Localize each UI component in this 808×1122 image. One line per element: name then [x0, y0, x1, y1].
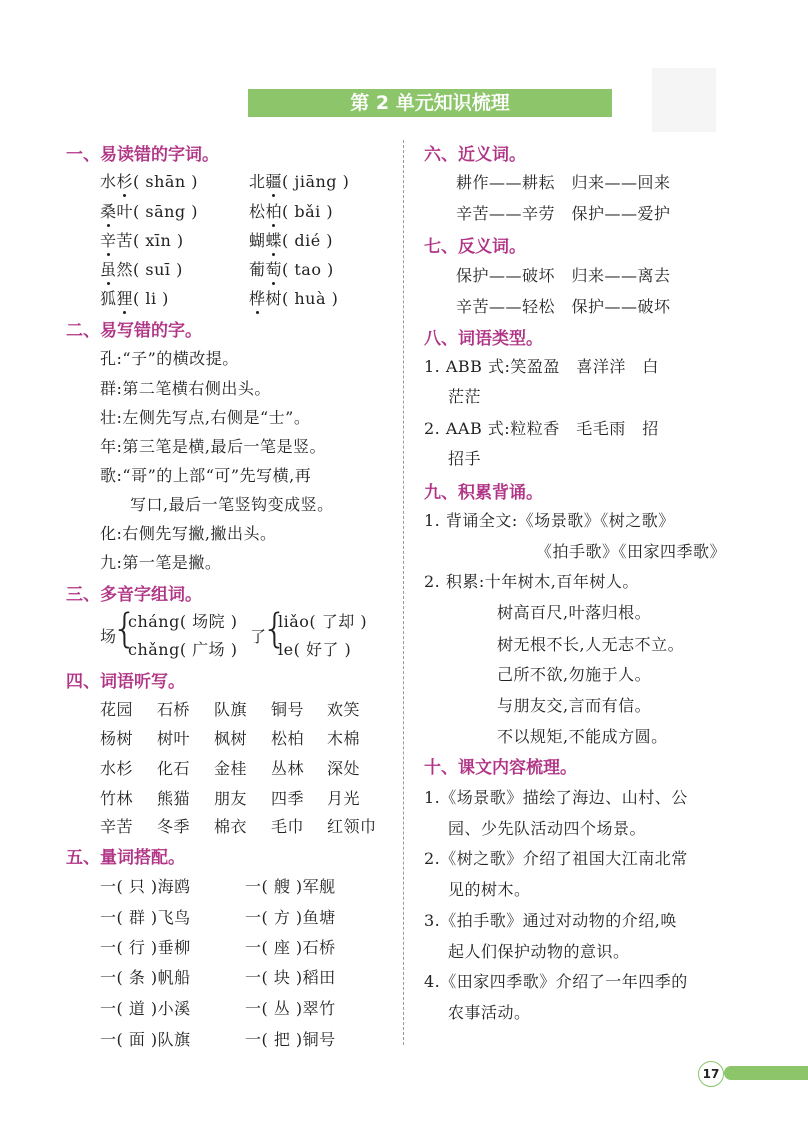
polyphone-reading: liǎo( 了却 ): [278, 612, 368, 631]
measure-word: 一( 丛 )翠竹: [245, 999, 336, 1018]
brace: {: [112, 606, 138, 652]
word-item: 北疆( jiāng ): [249, 169, 349, 192]
measure-word: 一( 面 )队旗: [100, 1030, 191, 1049]
text-line: 九:第一笔是撇。: [100, 553, 222, 572]
text-line: 《拍手歌》《田家四季歌》: [536, 542, 727, 561]
text-line: 茫茫: [448, 387, 482, 406]
text-line: 1. 背诵全文:《场景歌》《树之歌》: [424, 511, 675, 530]
text-line: 2.《树之歌》介绍了祖国大江南北常: [424, 849, 688, 868]
grid-word: 木棉: [327, 729, 361, 748]
text-line: 3.《拍手歌》通过对动物的介绍,唤: [424, 911, 677, 930]
grid-word: 树叶: [157, 729, 191, 748]
grid-word: 竹林: [100, 789, 134, 808]
word-item: 松柏( bǎi ): [249, 199, 333, 222]
section-heading-7: 七、反义词。: [424, 237, 526, 257]
text-line: 己所不欲,勿施于人。: [497, 665, 652, 684]
corner-decoration: [652, 68, 716, 132]
text-line: 农事活动。: [448, 1003, 531, 1022]
text-line: 起人们保护动物的意识。: [448, 942, 630, 961]
grid-word: 花园: [100, 700, 134, 719]
measure-word: 一( 条 )帆船: [100, 968, 191, 987]
text-line: 树无根不长,人无志不立。: [497, 635, 685, 654]
grid-word: 四季: [271, 789, 305, 808]
grid-word: 冬季: [157, 817, 191, 836]
text-line: 树高百尺,叶落归根。: [497, 603, 652, 622]
page-title: 第 2 单元知识梳理: [248, 89, 612, 117]
polyphone-char: 了: [250, 627, 267, 646]
text-line: 年:第三笔是横,最后一笔是竖。: [100, 437, 326, 456]
page-number: 17: [698, 1061, 724, 1087]
polyphone-reading: cháng( 场院 ): [128, 612, 238, 631]
text-line: 耕作——耕耘 归来——回来: [456, 173, 671, 192]
measure-word: 一( 块 )稻田: [245, 968, 336, 987]
grid-word: 铜号: [271, 700, 305, 719]
text-line: 辛苦——辛劳 保护——爱护: [456, 204, 671, 223]
text-line: 1.《场景歌》描绘了海边、山村、公: [424, 788, 688, 807]
measure-word: 一( 只 )海鸥: [100, 877, 191, 896]
text-line: 壮:左侧先写点,右侧是“士”。: [100, 408, 311, 427]
word-item: 桦树( huà ): [249, 286, 338, 309]
polyphone-reading: chǎng( 广场 ): [128, 640, 238, 659]
text-line: 辛苦——轻松 保护——破坏: [456, 297, 671, 316]
text-line: 群:第二笔横右侧出头。: [100, 379, 271, 398]
grid-word: 枫树: [214, 729, 248, 748]
text-line: 园、少先队活动四个场景。: [448, 819, 647, 838]
text-line: 1. ABB 式:笑盈盈 喜洋洋 白: [424, 357, 659, 376]
section-heading-3: 三、多音字组词。: [66, 585, 202, 605]
text-line: 4.《田家四季歌》介绍了一年四季的: [424, 972, 688, 991]
column-divider: [403, 140, 404, 1045]
section-heading-8: 八、词语类型。: [424, 329, 543, 349]
text-line: 2. 积累:十年树木,百年树人。: [424, 572, 639, 591]
measure-word: 一( 方 )鱼塘: [245, 908, 336, 927]
grid-word: 石桥: [157, 700, 191, 719]
text-line: 与朋友交,言而有信。: [497, 696, 652, 715]
text-line: 2. AAB 式:粒粒香 毛毛雨 招: [424, 419, 659, 438]
grid-word: 毛巾: [271, 817, 305, 836]
section-heading-9: 九、积累背诵。: [424, 483, 543, 503]
grid-word: 红领巾: [327, 817, 377, 836]
text-line: 招手: [448, 449, 482, 468]
grid-word: 棉衣: [214, 817, 248, 836]
brace: {: [262, 606, 288, 652]
section-heading-5: 五、量词搭配。: [66, 848, 185, 868]
word-item: 狐狸( li ): [100, 286, 169, 309]
section-heading-1: 一、易读错的字词。: [66, 145, 219, 165]
grid-word: 杨树: [100, 729, 134, 748]
measure-word: 一( 群 )飞鸟: [100, 908, 191, 927]
grid-word: 松柏: [271, 729, 305, 748]
section-heading-2: 二、易写错的字。: [66, 321, 202, 341]
grid-word: 熊猫: [157, 789, 191, 808]
grid-word: 水杉: [100, 759, 134, 778]
measure-word: 一( 道 )小溪: [100, 999, 191, 1018]
page-number-bar: [724, 1066, 808, 1080]
word-item: 水杉( shān ): [100, 169, 198, 192]
grid-word: 丛林: [271, 759, 305, 778]
text-line: 见的树木。: [448, 880, 531, 899]
text-line: 孔:“子”的横改提。: [100, 349, 239, 368]
grid-word: 金桂: [214, 759, 248, 778]
grid-word: 朋友: [214, 789, 248, 808]
measure-word: 一( 座 )石桥: [245, 938, 336, 957]
measure-word: 一( 艘 )军舰: [245, 877, 336, 896]
section-heading-10: 十、课文内容梳理。: [424, 758, 577, 778]
text-line: 写口,最后一笔竖钩变成竖。: [130, 495, 334, 514]
text-line: 歌:“哥”的上部“可”先写横,再: [100, 466, 312, 485]
polyphone-char: 场: [100, 627, 117, 646]
grid-word: 辛苦: [100, 817, 134, 836]
word-item: 蝴蝶( dié ): [249, 228, 333, 251]
text-line: 保护——破坏 归来——离去: [456, 266, 671, 285]
measure-word: 一( 行 )垂柳: [100, 938, 191, 957]
measure-word: 一( 把 )铜号: [245, 1030, 336, 1049]
text-line: 化:右侧先写撇,撇出头。: [100, 524, 277, 543]
section-heading-4: 四、词语听写。: [66, 672, 185, 692]
word-item: 辛苦( xīn ): [100, 228, 184, 251]
word-item: 桑叶( sāng ): [100, 199, 198, 222]
grid-word: 月光: [327, 789, 361, 808]
word-item: 虽然( suī ): [100, 257, 183, 280]
text-line: 不以规矩,不能成方圆。: [497, 727, 668, 746]
polyphone-reading: le( 好了 ): [278, 640, 352, 659]
grid-word: 欢笑: [327, 700, 361, 719]
word-item: 葡萄( tao ): [249, 257, 334, 280]
grid-word: 化石: [157, 759, 191, 778]
grid-word: 队旗: [214, 700, 248, 719]
section-heading-6: 六、近义词。: [424, 145, 526, 165]
grid-word: 深处: [327, 759, 361, 778]
